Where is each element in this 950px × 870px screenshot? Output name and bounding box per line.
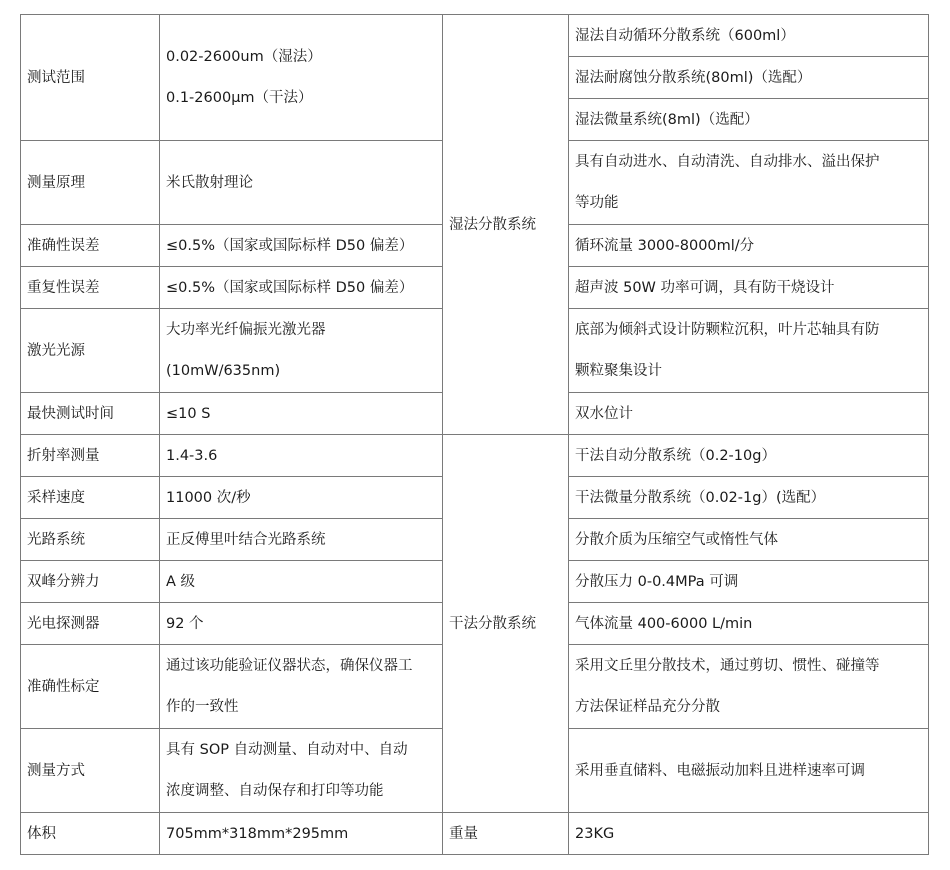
value-cell [160, 435, 443, 477]
value-cell [160, 141, 443, 225]
label-cell [21, 15, 160, 141]
label-cell [21, 225, 160, 267]
value-cell [160, 309, 443, 393]
value-cell [160, 15, 443, 141]
spec-table [20, 14, 929, 855]
label-cell [21, 393, 160, 435]
dry-item-cell [569, 645, 929, 729]
repeat-value: ≤0.5%（国家或国际标样 D50 偏差） [166, 279, 414, 296]
volume-value: 705mm*318mm*295mm [166, 825, 349, 842]
wet-item: 双水位计 [575, 405, 633, 422]
sampling-value: 11000 次/秒 [166, 489, 251, 506]
dry-item: 分散压力 0-0.4MPa 可调 [575, 573, 739, 590]
wet-item: 湿法耐腐蚀分散系统(80ml)（选配） [575, 69, 812, 86]
label-cell [21, 141, 160, 225]
dry-item: 气体流量 400-6000 L/min [575, 615, 753, 632]
wet-item-cell [569, 309, 929, 393]
principle-label: 测量原理 [27, 174, 85, 191]
value-cell [160, 813, 443, 855]
wet-item: 超声波 50W 功率可调，具有防干烧设计 [575, 279, 835, 296]
laser-value: 大功率光纤偏振光激光器 [166, 322, 326, 338]
label-cell [21, 435, 160, 477]
dry-item: 分散介质为压缩空气或惰性气体 [575, 531, 778, 548]
dry-item: 采用文丘里分散技术，通过剪切、惯性、碰撞等 [575, 658, 880, 674]
fastest-label: 最快测试时间 [27, 405, 114, 422]
range-value-wet: 0.02-2600um（湿法） [166, 49, 322, 65]
label-cell [21, 813, 160, 855]
accuracy-label: 准确性误差 [27, 237, 100, 254]
value-cell [160, 603, 443, 645]
label-cell [21, 645, 160, 729]
detector-value: 92 个 [166, 615, 204, 632]
fastest-value: ≤10 S [166, 405, 211, 422]
range-value-dry: 0.1-2600μm（干法） [166, 90, 313, 106]
value-cell [160, 267, 443, 309]
wet-item: 循环流量 3000-8000ml/分 [575, 237, 755, 254]
wet-item: 底部为倾斜式设计防颗粒沉积，叶片芯轴具有防 [575, 322, 880, 338]
wet-item-cell [569, 267, 929, 309]
value-cell [160, 225, 443, 267]
repeat-label: 重复性误差 [27, 279, 100, 296]
wet-item-cell [569, 99, 929, 141]
dry-item-cell [569, 435, 929, 477]
wet-item: 湿法自动循环分散系统（600ml） [575, 27, 795, 44]
volume-label: 体积 [27, 825, 56, 842]
wet-item-cell [569, 141, 929, 225]
dry-item: 采用垂直储料、电磁振动加料且进样速率可调 [575, 762, 865, 779]
wet-system-label: 湿法分散系统 [449, 216, 536, 233]
dry-item: 干法自动分散系统（0.2-10g） [575, 447, 776, 464]
label-cell [21, 603, 160, 645]
laser-value-spec: (10mW/635nm) [166, 363, 281, 379]
bimodal-value: A 级 [166, 573, 196, 590]
value-cell [160, 729, 443, 813]
weight-label: 重量 [449, 825, 478, 842]
wet-item-cell [569, 57, 929, 99]
wet-item: 湿法微量系统(8ml)（选配） [575, 111, 759, 128]
method-value-cont: 浓度调整、自动保存和打印等功能 [166, 783, 384, 799]
dry-system-label: 干法分散系统 [449, 615, 536, 632]
value-cell [160, 645, 443, 729]
wet-system-cell [443, 15, 569, 435]
calibration-value: 通过该功能验证仪器状态，确保仪器工 [166, 658, 413, 674]
dry-item-cell [569, 561, 929, 603]
label-cell [21, 561, 160, 603]
optical-value: 正反傅里叶结合光路系统 [166, 531, 326, 548]
wet-item-cell [569, 225, 929, 267]
table-row [21, 813, 929, 855]
wet-item-cell [569, 393, 929, 435]
sampling-label: 采样速度 [27, 489, 85, 506]
value-cell [160, 477, 443, 519]
table-row [21, 15, 929, 57]
dry-item-cell [569, 519, 929, 561]
weight-value-cell [569, 813, 929, 855]
label-cell [21, 267, 160, 309]
method-label: 测量方式 [27, 762, 85, 779]
dry-item-cell [569, 729, 929, 813]
calibration-value-cont: 作的一致性 [166, 699, 239, 715]
dry-item-cont: 方法保证样品充分分散 [575, 699, 720, 715]
principle-value: 米氏散射理论 [166, 174, 253, 191]
dry-system-cell [443, 435, 569, 813]
label-cell [21, 309, 160, 393]
refractive-label: 折射率测量 [27, 447, 100, 464]
label-cell [21, 729, 160, 813]
wet-item-cont: 等功能 [575, 195, 619, 211]
dry-item-cell [569, 477, 929, 519]
value-cell [160, 393, 443, 435]
table-row [21, 435, 929, 477]
label-cell [21, 477, 160, 519]
weight-label-cell [443, 813, 569, 855]
value-cell [160, 519, 443, 561]
wet-item: 具有自动进水、自动清洗、自动排水、溢出保护 [575, 154, 880, 170]
detector-label: 光电探测器 [27, 615, 100, 632]
range-label: 测试范围 [27, 69, 85, 86]
value-cell [160, 561, 443, 603]
label-cell [21, 519, 160, 561]
wet-item-cont: 颗粒聚集设计 [575, 363, 662, 379]
weight-value: 23KG [575, 825, 615, 842]
refractive-value: 1.4-3.6 [166, 447, 218, 464]
laser-label: 激光光源 [27, 342, 85, 359]
accuracy-value: ≤0.5%（国家或国际标样 D50 偏差） [166, 237, 414, 254]
dry-item: 干法微量分散系统（0.02-1g）(选配） [575, 489, 826, 506]
method-value: 具有 SOP 自动测量、自动对中、自动 [166, 742, 408, 758]
optical-label: 光路系统 [27, 531, 85, 548]
dry-item-cell [569, 603, 929, 645]
calibration-label: 准确性标定 [27, 678, 100, 695]
wet-item-cell [569, 15, 929, 57]
bimodal-label: 双峰分辨力 [27, 573, 100, 590]
